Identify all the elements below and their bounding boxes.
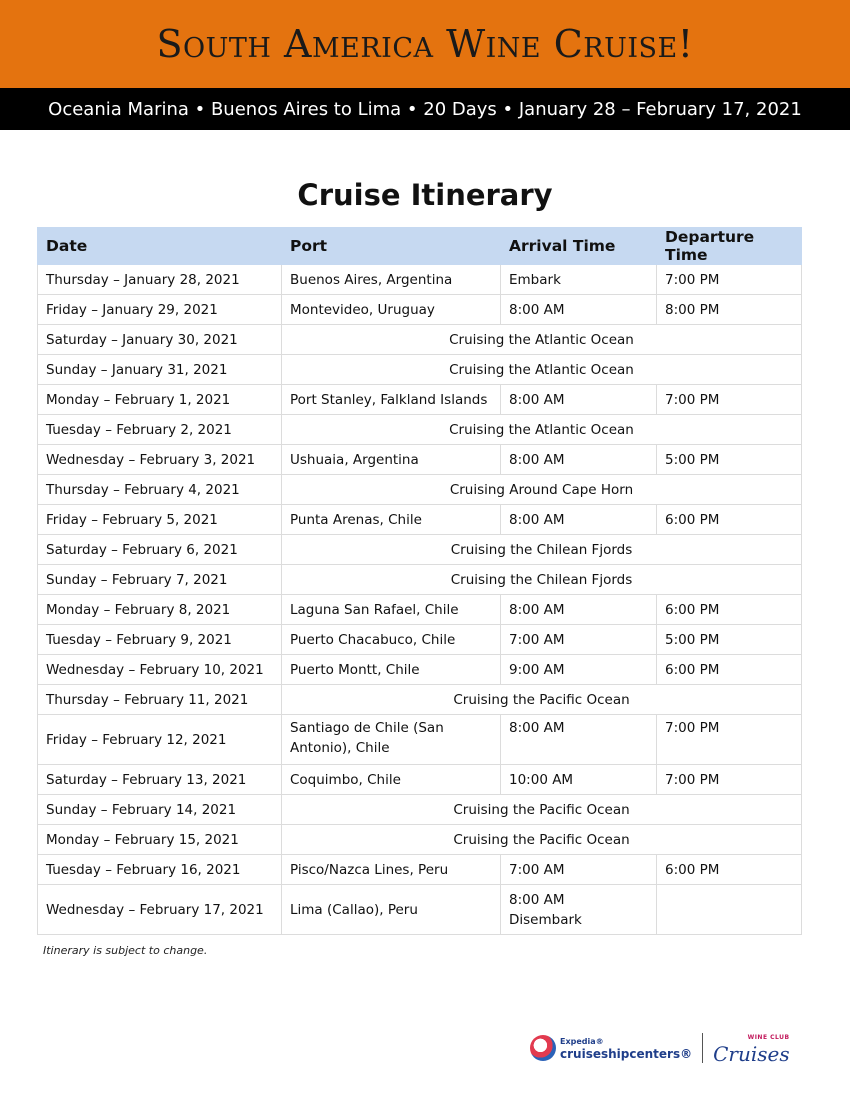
page-title: South America Wine Cruise!: [156, 22, 694, 66]
itinerary-heading: Cruise Itinerary: [297, 178, 553, 212]
table-row: [38, 355, 802, 385]
port-cell: Pisco/Nazca Lines, Peru: [282, 855, 501, 885]
header-port: Port: [282, 228, 501, 265]
departure-cell: 8:00 PM: [657, 295, 802, 325]
arrival-cell: 10:00 AM: [501, 765, 657, 795]
table-header-row: [38, 228, 802, 265]
port-cell: Punta Arenas, Chile: [282, 505, 501, 535]
date-cell: Wednesday – February 10, 2021: [38, 655, 282, 685]
date-cell: Thursday – February 11, 2021: [38, 685, 282, 715]
date-cell: Saturday – February 6, 2021: [38, 535, 282, 565]
arrival-cell: [501, 885, 657, 935]
cruiseshipcenters-logo-icon: [530, 1035, 556, 1061]
departure-cell: 6:00 PM: [657, 655, 802, 685]
cruising-cell: Cruising Around Cape Horn: [282, 475, 802, 505]
table-row: [38, 685, 802, 715]
cruising-cell: Cruising the Chilean Fjords: [282, 535, 802, 565]
date-cell: Sunday – January 31, 2021: [38, 355, 282, 385]
table-row: [38, 595, 802, 625]
header-departure-time: Departure Time: [657, 228, 802, 265]
port-cell: Puerto Chacabuco, Chile: [282, 625, 501, 655]
port-cell: Buenos Aires, Argentina: [282, 265, 501, 295]
port-cell: Laguna San Rafael, Chile: [282, 595, 501, 625]
cruising-cell: Cruising the Pacific Ocean: [282, 825, 802, 855]
date-cell: Saturday – February 13, 2021: [38, 765, 282, 795]
expedia-label: Expedia®: [560, 1037, 604, 1046]
date-cell: Monday – February 15, 2021: [38, 825, 282, 855]
departure-cell: [657, 885, 802, 935]
cruising-cell: Cruising the Atlantic Ocean: [282, 415, 802, 445]
table-row: [38, 325, 802, 355]
table-row: [38, 295, 802, 325]
date-cell: Wednesday – February 3, 2021: [38, 445, 282, 475]
table-row: [38, 445, 802, 475]
arrival-note: Disembark: [509, 911, 582, 928]
date-cell: Friday – January 29, 2021: [38, 295, 282, 325]
arrival-cell: 8:00 AM: [501, 505, 657, 535]
arrival-cell: 9:00 AM: [501, 655, 657, 685]
table-row: [38, 565, 802, 595]
itinerary-disclaimer: Itinerary is subject to change.: [43, 944, 208, 957]
table-row: [38, 475, 802, 505]
cruising-cell: Cruising the Atlantic Ocean: [282, 325, 802, 355]
subtitle-bar: [0, 88, 850, 130]
date-cell: Sunday – February 14, 2021: [38, 795, 282, 825]
departure-cell: 5:00 PM: [657, 445, 802, 475]
header-arrival-time: Arrival Time: [501, 228, 657, 265]
port-cell: Coquimbo, Chile: [282, 765, 501, 795]
table-row: [38, 855, 802, 885]
wine-club-cruises-logo: [713, 1032, 790, 1064]
departure-cell: 6:00 PM: [657, 595, 802, 625]
port-cell: Santiago de Chile (San Antonio), Chile: [282, 715, 501, 765]
cruising-cell: Cruising the Chilean Fjords: [282, 565, 802, 595]
logo-divider: [702, 1033, 703, 1063]
departure-cell: 7:00 PM: [657, 385, 802, 415]
title-banner: [0, 0, 850, 88]
table-row: [38, 385, 802, 415]
arrival-cell: Embark: [501, 265, 657, 295]
arrival-cell: 8:00 AM: [501, 595, 657, 625]
arrival-cell: 8:00 AM: [501, 295, 657, 325]
date-cell: Wednesday – February 17, 2021: [38, 885, 282, 935]
departure-cell: 6:00 PM: [657, 855, 802, 885]
port-cell: Ushuaia, Argentina: [282, 445, 501, 475]
date-cell: Thursday – January 28, 2021: [38, 265, 282, 295]
cruise-subtitle: Oceania Marina • Buenos Aires to Lima • 20 Days • January 28 – February 17, 2021: [48, 98, 802, 120]
table-row: [38, 265, 802, 295]
port-cell: Puerto Montt, Chile: [282, 655, 501, 685]
arrival-cell: 7:00 AM: [501, 625, 657, 655]
table-row: [38, 655, 802, 685]
arrival-cell: 8:00 AM: [501, 715, 657, 765]
cruises-label: Cruises: [713, 1042, 790, 1066]
table-row: [38, 795, 802, 825]
departure-cell: 7:00 PM: [657, 265, 802, 295]
cruising-cell: Cruising the Atlantic Ocean: [282, 355, 802, 385]
date-cell: Monday – February 1, 2021: [38, 385, 282, 415]
table-row: [38, 885, 802, 935]
departure-cell: 7:00 PM: [657, 765, 802, 795]
date-cell: Saturday – January 30, 2021: [38, 325, 282, 355]
date-cell: Tuesday – February 9, 2021: [38, 625, 282, 655]
itinerary-table: [37, 227, 802, 935]
table-row: [38, 625, 802, 655]
date-cell: Friday – February 5, 2021: [38, 505, 282, 535]
cruiseshipcenters-label: cruiseshipcenters®: [560, 1047, 693, 1061]
arrival-cell: 7:00 AM: [501, 855, 657, 885]
arrival-cell: 8:00 AM: [501, 385, 657, 415]
departure-cell: 6:00 PM: [657, 505, 802, 535]
table-row: [38, 715, 802, 765]
cruiseshipcenters-logo: [560, 1036, 692, 1060]
table-row: [38, 415, 802, 445]
cruising-cell: Cruising the Pacific Ocean: [282, 685, 802, 715]
date-cell: Friday – February 12, 2021: [38, 715, 282, 765]
date-cell: Tuesday – February 16, 2021: [38, 855, 282, 885]
date-cell: Monday – February 8, 2021: [38, 595, 282, 625]
table-row: [38, 505, 802, 535]
port-cell: Lima (Callao), Peru: [282, 885, 501, 935]
table-row: [38, 535, 802, 565]
footer-logos: [530, 1030, 800, 1066]
port-cell: Port Stanley, Falkland Islands: [282, 385, 501, 415]
arrival-time: 8:00 AM: [509, 891, 565, 908]
date-cell: Sunday – February 7, 2021: [38, 565, 282, 595]
wine-club-label: WINE CLUB: [747, 1034, 790, 1041]
date-cell: Tuesday – February 2, 2021: [38, 415, 282, 445]
departure-cell: 7:00 PM: [657, 715, 802, 765]
cruising-cell: Cruising the Pacific Ocean: [282, 795, 802, 825]
port-cell: Montevideo, Uruguay: [282, 295, 501, 325]
date-cell: Thursday – February 4, 2021: [38, 475, 282, 505]
arrival-cell: 8:00 AM: [501, 445, 657, 475]
departure-cell: 5:00 PM: [657, 625, 802, 655]
table-row: [38, 765, 802, 795]
table-row: [38, 825, 802, 855]
header-date: Date: [38, 228, 282, 265]
